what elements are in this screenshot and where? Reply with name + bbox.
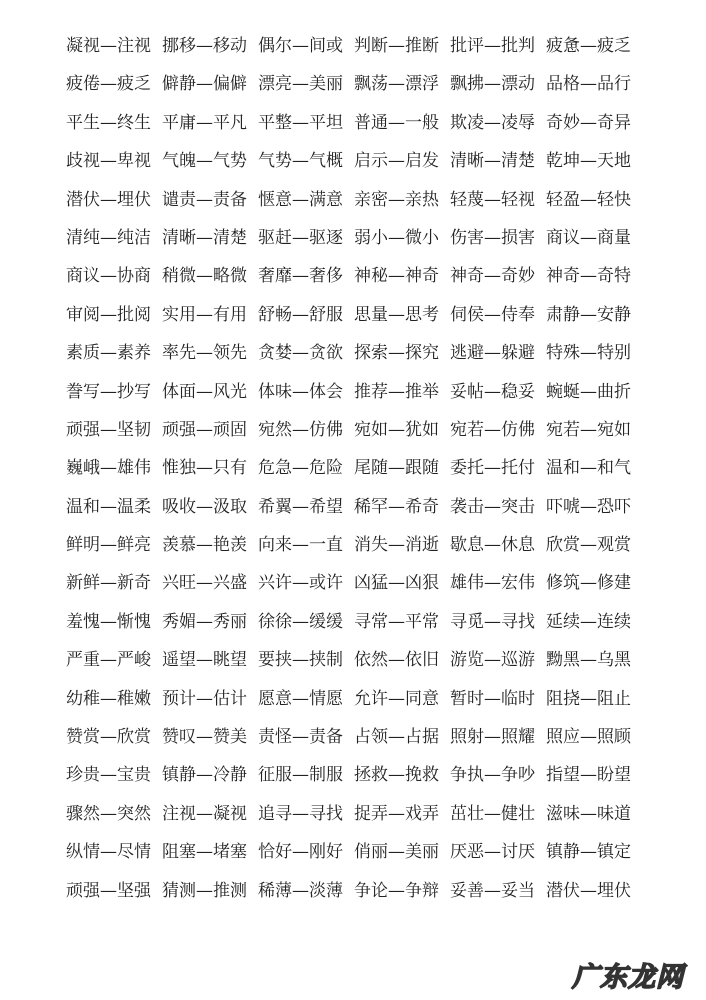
synonym-pair: 挪移—移动 — [162, 36, 247, 56]
synonym-pair: 伤害—损害 — [450, 227, 535, 248]
synonym-pair: 茁壮—健壮 — [450, 803, 535, 824]
synonym-pair: 舒畅—舒服 — [258, 304, 343, 325]
synonym-pair: 顽强—坚韧 — [66, 419, 151, 440]
synonym-pair: 肃静—安静 — [546, 304, 631, 325]
synonym-pair: 凶猛—凶狠 — [354, 573, 439, 594]
synonym-pair: 平庸—平凡 — [162, 112, 247, 133]
synonym-pair: 尾随—跟随 — [354, 458, 439, 479]
synonym-pair: 乾坤—天地 — [546, 151, 631, 172]
synonym-pair: 轻蔑—轻视 — [450, 189, 535, 210]
synonym-pair: 黝黑—乌黑 — [546, 650, 631, 671]
synonym-pair: 惟独—只有 — [162, 458, 247, 479]
synonym-pair: 危急—危险 — [258, 458, 343, 479]
synonym-pair: 探索—探究 — [354, 343, 439, 364]
synonym-pair: 修筑—修建 — [546, 573, 631, 594]
synonym-pair: 寻觅—寻找 — [450, 611, 535, 632]
synonym-pair: 誊写—抄写 — [66, 381, 151, 402]
synonym-row — [66, 303, 666, 341]
synonym-pair: 注视—凝视 — [162, 803, 247, 824]
synonym-row — [66, 72, 666, 110]
synonym-pair: 僻静—偏僻 — [162, 74, 247, 95]
synonym-pair: 希翼—希望 — [258, 496, 343, 517]
synonym-pair: 潜伏—埋伏 — [66, 189, 151, 210]
synonym-pair: 潜伏—埋伏 — [546, 880, 631, 901]
synonym-list — [66, 34, 666, 917]
synonym-pair: 占领—占据 — [354, 727, 439, 748]
synonym-pair: 判断—推断 — [354, 36, 439, 56]
synonym-pair: 鲜明—鲜亮 — [66, 535, 151, 556]
synonym-pair: 照射—照耀 — [450, 727, 535, 748]
synonym-pair: 预计—估计 — [162, 688, 247, 709]
synonym-pair: 延续—连续 — [546, 611, 631, 632]
synonym-pair: 捉弄—戏弄 — [354, 803, 439, 824]
synonym-pair: 新鲜—新奇 — [66, 573, 151, 594]
synonym-row — [66, 456, 666, 494]
synonym-pair: 严重—严峻 — [66, 650, 151, 671]
synonym-pair: 商议—商量 — [546, 227, 631, 248]
watermark-logo: 广东龙网 — [572, 962, 684, 993]
synonym-pair: 蜿蜒—曲折 — [546, 381, 631, 402]
synonym-pair: 特殊—特别 — [546, 343, 631, 364]
synonym-pair: 珍贵—宝贵 — [66, 765, 151, 786]
synonym-pair: 气势—气概 — [258, 151, 343, 172]
synonym-pair: 妥善—妥当 — [450, 880, 535, 901]
synonym-pair: 顽强—坚强 — [66, 880, 151, 901]
synonym-pair: 清晰—清楚 — [450, 151, 535, 172]
synonym-pair: 愿意—情愿 — [258, 688, 343, 709]
synonym-pair: 暂时—临时 — [450, 688, 535, 709]
synonym-pair: 兴许—或许 — [258, 573, 343, 594]
synonym-pair: 审阅—批阅 — [66, 304, 151, 325]
synonym-pair: 逃避—躲避 — [450, 343, 535, 364]
synonym-pair: 兴旺—兴盛 — [162, 573, 247, 594]
synonym-row — [66, 648, 666, 686]
synonym-pair: 温和—和气 — [546, 458, 631, 479]
synonym-pair: 素质—素养 — [66, 343, 151, 364]
synonym-pair: 委托—托付 — [450, 458, 535, 479]
synonym-pair: 照应—照顾 — [546, 727, 631, 748]
synonym-pair: 争执—争吵 — [450, 765, 535, 786]
synonym-pair: 惬意—满意 — [258, 189, 343, 210]
synonym-pair: 雄伟—宏伟 — [450, 573, 535, 594]
synonym-row — [66, 495, 666, 533]
synonym-pair: 恰好—刚好 — [258, 842, 343, 863]
synonym-pair: 谴责—责备 — [162, 189, 247, 210]
synonym-pair: 歧视—卑视 — [66, 151, 151, 172]
synonym-pair: 争论—争辩 — [354, 880, 439, 901]
synonym-pair: 气魄—气势 — [162, 151, 247, 172]
synonym-pair: 平整—平坦 — [258, 112, 343, 133]
synonym-pair: 俏丽—美丽 — [354, 842, 439, 863]
synonym-pair: 镇静—镇定 — [546, 842, 631, 863]
synonym-row — [66, 188, 666, 226]
synonym-pair: 启示—启发 — [354, 151, 439, 172]
synonym-pair: 妥帖—稳妥 — [450, 381, 535, 402]
synonym-pair: 阻塞—堵塞 — [162, 842, 247, 863]
synonym-pair: 羞愧—惭愧 — [66, 611, 151, 632]
synonym-row — [66, 763, 666, 801]
synonym-pair: 稍微—略微 — [162, 266, 247, 287]
synonym-pair: 向来—一直 — [258, 535, 343, 556]
synonym-pair: 品格—品行 — [546, 74, 631, 95]
synonym-pair: 普通—一般 — [354, 112, 439, 133]
synonym-pair: 神奇—奇特 — [546, 266, 631, 287]
synonym-pair: 疲倦—疲乏 — [66, 74, 151, 95]
synonym-pair: 阻挠—阻止 — [546, 688, 631, 709]
synonym-row — [66, 879, 666, 917]
synonym-pair: 指望—盼望 — [546, 765, 631, 786]
synonym-pair: 镇静—冷静 — [162, 765, 247, 786]
synonym-pair: 赞赏—欣赏 — [66, 727, 151, 748]
synonym-pair: 猜测—推测 — [162, 880, 247, 901]
synonym-pair: 思量—思考 — [354, 304, 439, 325]
synonym-pair: 清晰—清楚 — [162, 227, 247, 248]
synonym-pair: 伺侯—侍奉 — [450, 304, 535, 325]
synonym-pair: 凝视—注视 — [66, 36, 151, 56]
synonym-pair: 漂亮—美丽 — [258, 74, 343, 95]
synonym-pair: 温和—温柔 — [66, 496, 151, 517]
synonym-pair: 幼稚—稚嫩 — [66, 688, 151, 709]
synonym-pair: 奢靡—奢侈 — [258, 266, 343, 287]
synonym-row — [66, 610, 666, 648]
synonym-row — [66, 34, 666, 72]
synonym-pair: 偶尔—间或 — [258, 36, 343, 56]
synonym-pair: 轻盈—轻快 — [546, 189, 631, 210]
synonym-pair: 商议—协商 — [66, 266, 151, 287]
synonym-pair: 羡慕—艳羡 — [162, 535, 247, 556]
synonym-pair: 宛然—仿佛 — [258, 419, 343, 440]
synonym-row — [66, 687, 666, 725]
synonym-pair: 驱赶—驱逐 — [258, 227, 343, 248]
synonym-pair: 吓唬—恐吓 — [546, 496, 631, 517]
synonym-row — [66, 226, 666, 264]
synonym-pair: 徐徐—缓缓 — [258, 611, 343, 632]
synonym-row — [66, 341, 666, 379]
synonym-row — [66, 533, 666, 571]
synonym-pair: 宛若—宛如 — [546, 419, 631, 440]
synonym-pair: 体面—风光 — [162, 381, 247, 402]
synonym-pair: 神秘—神奇 — [354, 266, 439, 287]
synonym-pair: 巍峨—雄伟 — [66, 458, 151, 479]
synonym-pair: 神奇—奇妙 — [450, 266, 535, 287]
synonym-pair: 实用—有用 — [162, 304, 247, 325]
synonym-pair: 要挟—挟制 — [258, 650, 343, 671]
synonym-pair: 歇息—休息 — [450, 535, 535, 556]
synonym-pair: 责怪—责备 — [258, 727, 343, 748]
synonym-pair: 欺凌—凌辱 — [450, 112, 535, 133]
synonym-pair: 纵情—尽情 — [66, 842, 151, 863]
synonym-pair: 弱小—微小 — [354, 227, 439, 248]
synonym-pair: 稀薄—淡薄 — [258, 880, 343, 901]
synonym-pair: 欣赏—观赏 — [546, 535, 631, 556]
synonym-pair: 征服—制服 — [258, 765, 343, 786]
synonym-pair: 赞叹—赞美 — [162, 727, 247, 748]
synonym-row — [66, 264, 666, 302]
synonym-pair: 疲惫—疲乏 — [546, 36, 631, 56]
synonym-pair: 奇妙—奇异 — [546, 112, 631, 133]
synonym-pair: 消失—消逝 — [354, 535, 439, 556]
synonym-row — [66, 840, 666, 878]
synonym-pair: 稀罕—希奇 — [354, 496, 439, 517]
synonym-pair: 允许—同意 — [354, 688, 439, 709]
synonym-pair: 遥望—眺望 — [162, 650, 247, 671]
synonym-pair: 依然—依旧 — [354, 650, 439, 671]
synonym-pair: 秀媚—秀丽 — [162, 611, 247, 632]
synonym-pair: 拯救—挽救 — [354, 765, 439, 786]
synonym-pair: 清纯—纯洁 — [66, 227, 151, 248]
synonym-pair: 骤然—突然 — [66, 803, 151, 824]
synonym-pair: 率先—领先 — [162, 343, 247, 364]
synonym-pair: 宛若—仿佛 — [450, 419, 535, 440]
synonym-pair: 吸收—汲取 — [162, 496, 247, 517]
synonym-pair: 平生—终生 — [66, 112, 151, 133]
synonym-pair: 追寻—寻找 — [258, 803, 343, 824]
synonym-row — [66, 802, 666, 840]
synonym-pair: 贪婪—贪欲 — [258, 343, 343, 364]
synonym-pair: 寻常—平常 — [354, 611, 439, 632]
synonym-row — [66, 725, 666, 763]
synonym-row — [66, 418, 666, 456]
synonym-pair: 批评—批判 — [450, 36, 535, 56]
synonym-pair: 飘拂—漂动 — [450, 74, 535, 95]
synonym-pair: 推荐—推举 — [354, 381, 439, 402]
synonym-pair: 宛如—犹如 — [354, 419, 439, 440]
synonym-row — [66, 111, 666, 149]
synonym-pair: 亲密—亲热 — [354, 189, 439, 210]
synonym-row — [66, 380, 666, 418]
synonym-pair: 滋味—味道 — [546, 803, 631, 824]
synonym-pair: 体味—体会 — [258, 381, 343, 402]
synonym-row — [66, 149, 666, 187]
synonym-row — [66, 571, 666, 609]
synonym-pair: 顽强—顽固 — [162, 419, 247, 440]
synonym-pair: 袭击—突击 — [450, 496, 535, 517]
synonym-pair: 厌恶—讨厌 — [450, 842, 535, 863]
synonym-pair: 飘荡—漂浮 — [354, 74, 439, 95]
synonym-pair: 游览—巡游 — [450, 650, 535, 671]
